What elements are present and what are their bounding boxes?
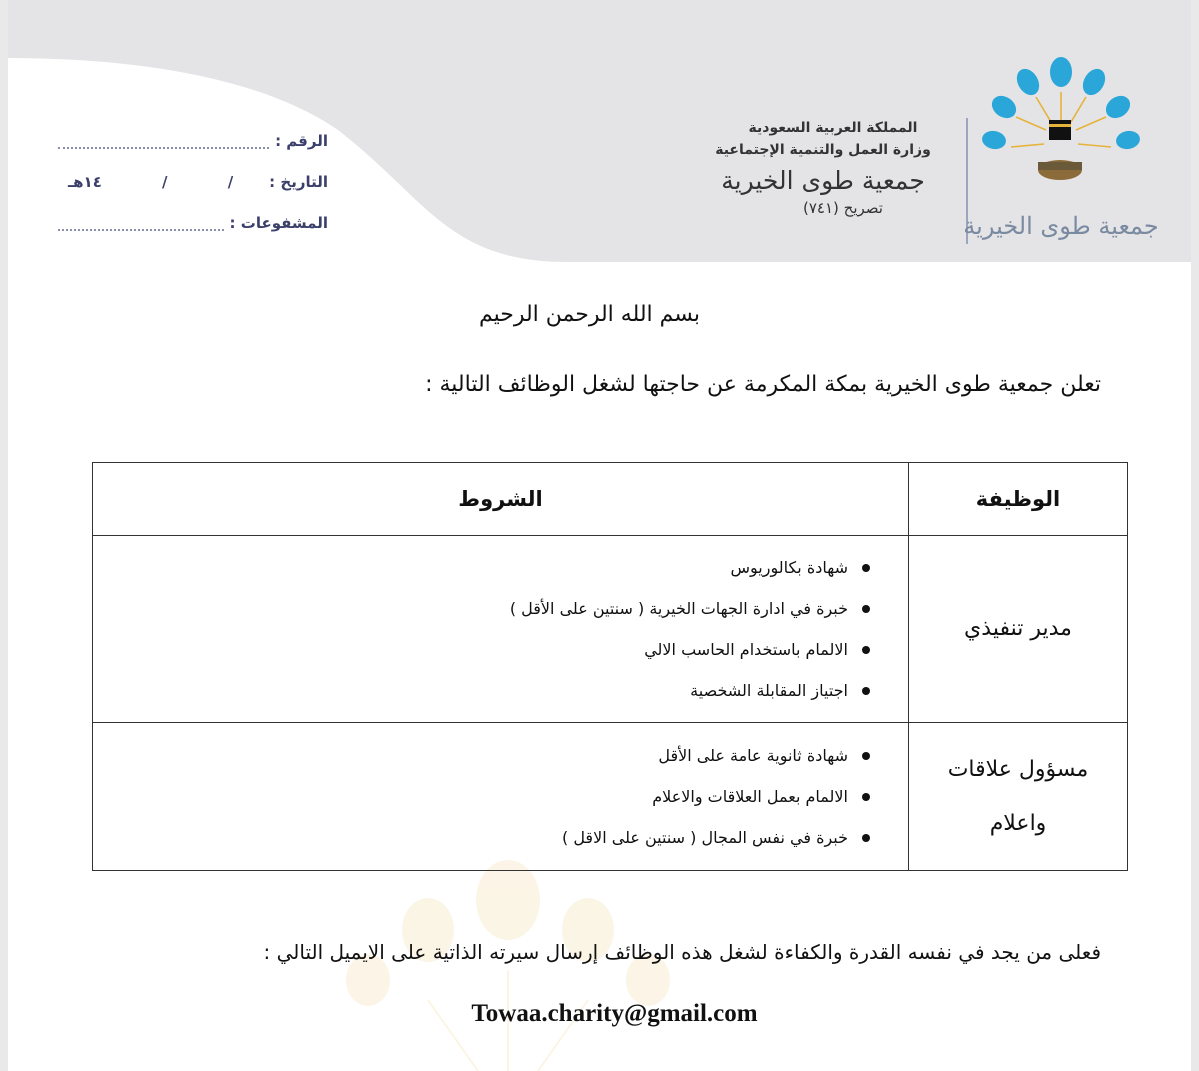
condition-item: شهادة بكالوريوس xyxy=(93,547,848,588)
basmala-text: بسم الله الرحمن الرحيم xyxy=(478,302,701,327)
date-row xyxy=(58,161,328,202)
conditions-list xyxy=(93,547,908,711)
contact-email[interactable]: Towaa.charity@gmail.com xyxy=(471,1000,758,1027)
table-row xyxy=(93,723,1128,871)
charity-logo xyxy=(963,52,1159,252)
job-title-line: واعلام xyxy=(989,810,1047,836)
conditions-cell xyxy=(93,723,909,871)
date-year: ١٤هـ xyxy=(68,172,102,191)
attachments-row xyxy=(58,202,328,243)
condition-item: الالمام باستخدام الحاسب الالي xyxy=(93,629,848,670)
attachments-dots xyxy=(58,219,224,231)
conditions-cell xyxy=(93,536,909,723)
reference-number-label: الرقم : xyxy=(275,131,328,150)
watermark-logo xyxy=(278,860,738,1071)
condition-item: خبرة في نفس المجال ( سنتين على الاقل ) xyxy=(93,817,848,858)
ministry-name: وزارة العمل والتنمية الإجتماعية xyxy=(715,142,931,158)
attachments-label: المشفوعات : xyxy=(229,213,328,232)
government-header xyxy=(698,120,948,217)
logo-text: جمعية طوى الخيرية xyxy=(963,212,1159,240)
table-header-row xyxy=(93,463,1128,536)
intro-text: تعلن جمعية طوى الخيرية بمكة المكرمة عن حاجتها لشغل الوظائف التالية : xyxy=(425,372,1101,397)
basmala xyxy=(8,302,1191,327)
job-title-cell xyxy=(909,536,1128,723)
table-row xyxy=(93,536,1128,723)
jobs-table xyxy=(92,462,1128,871)
reference-number-dots xyxy=(58,137,269,149)
kingdom-name: المملكة العربية السعودية xyxy=(748,120,918,136)
condition-item: الالمام بعمل العلاقات والاعلام xyxy=(93,776,848,817)
job-title-cell xyxy=(909,723,1128,871)
job-title: مدير تنفيذي xyxy=(964,616,1072,641)
license-number: تصريح (٧٤١) xyxy=(803,199,883,217)
condition-item: شهادة ثانوية عامة على الأقل xyxy=(93,735,848,776)
reference-number-row xyxy=(58,120,328,161)
organization-name: جمعية طوى الخيرية xyxy=(721,166,925,195)
date-month-separator: / xyxy=(162,172,168,191)
condition-item: خبرة في ادارة الجهات الخيرية ( سنتين على الأقل ) xyxy=(93,588,848,629)
job-header: الوظيفة xyxy=(909,463,1128,536)
conditions-header: الشروط xyxy=(93,463,909,536)
reference-block xyxy=(58,120,328,243)
condition-item: اجتياز المقابلة الشخصية xyxy=(93,670,848,711)
letter-sheet xyxy=(8,0,1191,1071)
date-parts xyxy=(58,173,263,191)
conditions-list xyxy=(93,735,908,858)
date-label: التاريخ : xyxy=(269,172,328,191)
job-title-line: مسؤول علاقات xyxy=(947,756,1089,782)
date-day-separator: / xyxy=(227,172,234,191)
email-line xyxy=(8,1000,1191,1028)
application-instructions: فعلى من يجد في نفسه القدرة والكفاءة لشغل هذه الوظائف إرسال سيرته الذاتية على الايميل التالي : xyxy=(263,940,1101,964)
